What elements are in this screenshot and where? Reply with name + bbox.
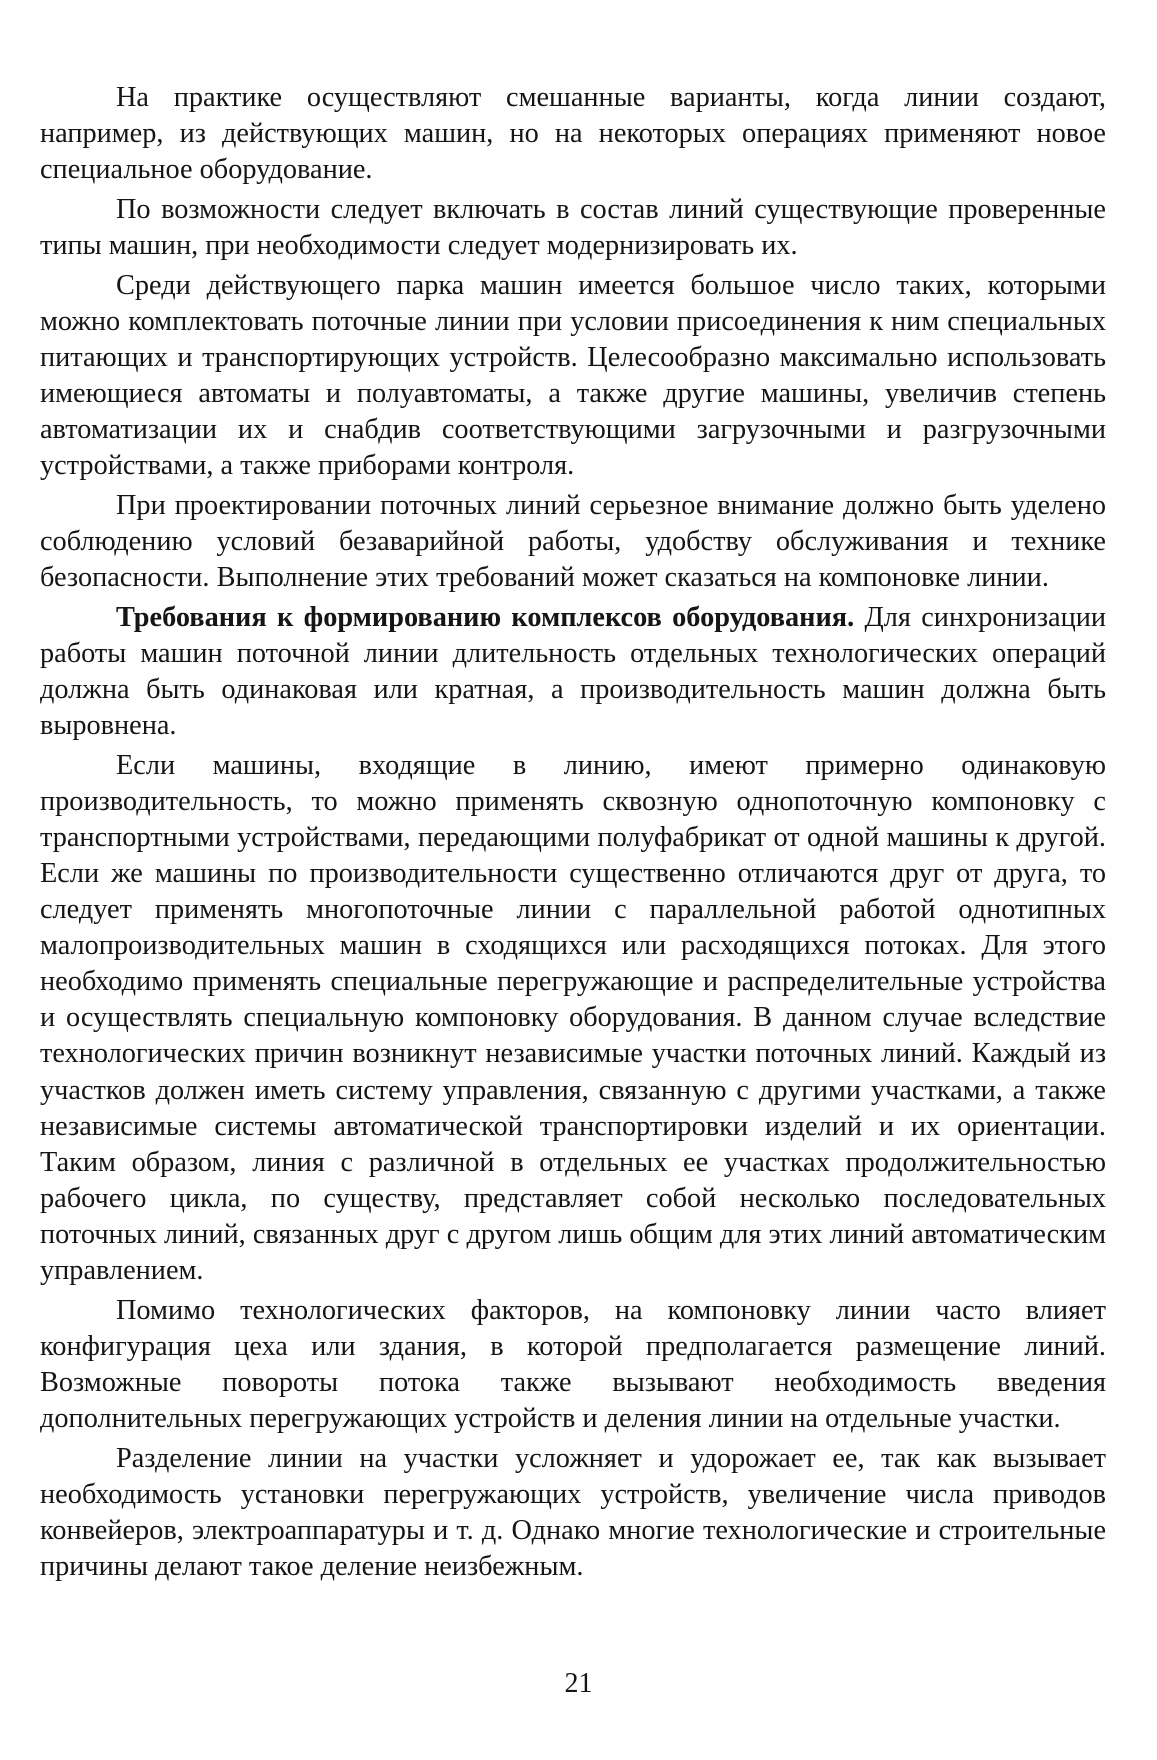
paragraph-8: Разделение линии на участки усложняет и удорожает ее, так как вызывает необходимость установки перегружающих устройств, увеличение числа приводов конвейеров, электроаппаратуры и т. д. Однако многие технологические и строительные причины делают такое деление неизбежным.: [40, 1442, 1106, 1582]
paragraph-2: По возможности следует включать в состав линий существующие проверенные типы машин, при необходимости следует модернизировать их.: [40, 193, 1106, 261]
page-body: [40, 80, 1106, 1585]
paragraph-4: При проектировании поточных линий серьезное внимание должно быть уделено соблюдению условий безаварийной работы, удобству обслуживания и технике безопасности. Выполнение этих требований может сказаться на компоновке линии.: [40, 489, 1106, 593]
paragraph-5: [40, 600, 1106, 744]
page-number: 21: [564, 1668, 593, 1699]
paragraph-1: На практике осуществляют смешанные варианты, когда линии создают, например, из действующих машин, но на некоторых операциях применяют новое специальное оборудование.: [40, 82, 1106, 186]
section-heading: Требования к формированию комплексов оборудования.: [116, 601, 855, 633]
paragraph-7: Помимо технологических факторов, на компоновку линии часто влияет конфигурация цеха или здания, в которой предполагается размещение линий. Возможные повороты потока также вызывают необходимость введения дополнительных перегружающих устройств и деления линии на отдельные участки.: [40, 1294, 1106, 1434]
paragraph-5-text: Для синхронизации работы машин поточной линии длительность отдельных технологических операций должна быть одинаковая или кратная, а производительность машин должна быть выровнена.: [40, 601, 1106, 741]
paragraph-6: Если машины, входящие в линию, имеют примерно одинаковую производительность, то можно применять сквозную однопоточную компоновку с транспортными устройствами, передающими полуфабрикат от одной машины к другой. Если же машины по производительности существенно отличаются друг от друга, то следует применять многопоточные линии с параллельной работой однотипных малопроизводительных машин в сходящихся или расходящихся потоках. Для этого необходимо применять специальные перегружающие и распределительные устройства и осуществлять специальную компоновку оборудования. В данном случае вследствие технологических причин возникнут независимые участки поточных линий. Каждый из участков должен иметь систему управления, связанную с другими участками, а также независимые системы автоматической транспортировки изделий и их ориентации. Таким образом, линия с различной в отдельных ее участках продолжительностью рабочего цикла, по существу, представляет собой несколько последовательных поточных линий, связанных друг с другом лишь общим для этих линий автоматическим управлением.: [40, 749, 1106, 1286]
paragraph-3: Среди действующего парка машин имеется большое число таких, которыми можно комплектовать поточные линии при условии присоединения к ним специальных питающих и транспортирующих устройств. Целесообразно максимально использовать имеющиеся автоматы и полуавтоматы, а также другие машины, увеличив степень автоматизации их и снабдив соответствующими загрузочными и разгрузочными устройствами, а также приборами контроля.: [40, 269, 1106, 482]
